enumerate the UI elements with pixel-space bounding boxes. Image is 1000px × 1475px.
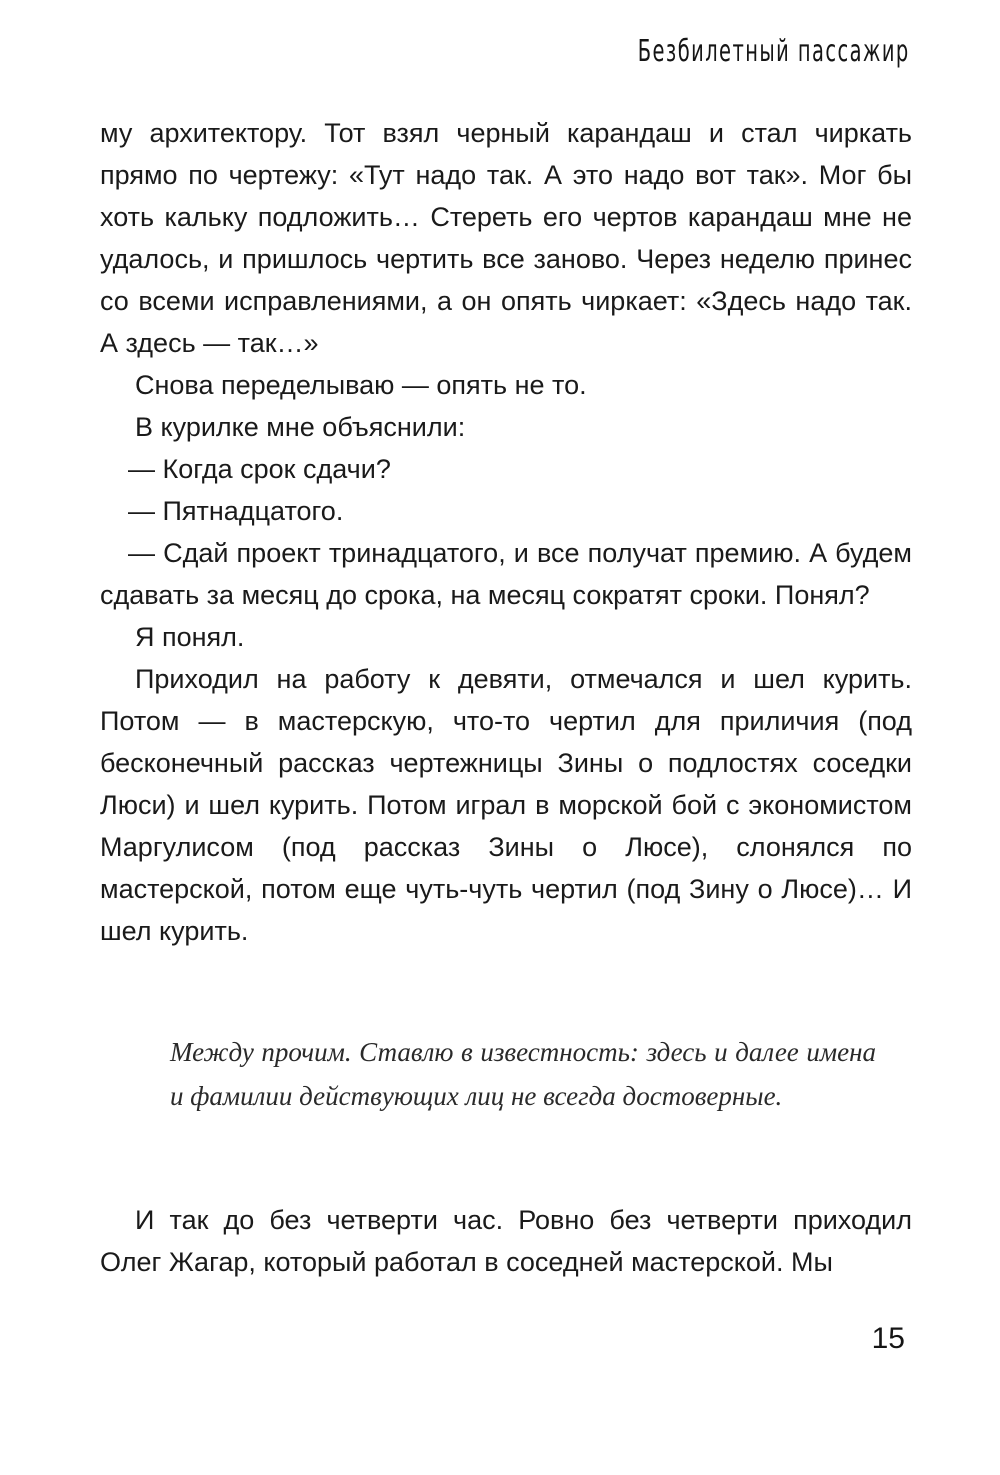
dialogue-line: — Пятнадцатого.	[128, 496, 344, 526]
dialogue-line: — Когда срок сдачи?	[128, 454, 391, 484]
page-number: 15	[871, 1322, 905, 1355]
paragraph: Приходил на работу к девяти, отмечался и шел курить. Потом — в мастерскую, что-то чертил для приличия (под бесконечный рассказ чертежницы Зины о подлостях соседки Люси) и шел курить. Потом играл в морской бой с экономистом Маргулисом (под рассказ Зины о Люсе), слонялся по мастерской, потом еще чуть-чуть чертил (под Зину о Люсе)… И шел курить.	[100, 664, 912, 946]
paragraph: В курилке мне объяснили:	[135, 412, 466, 442]
paragraph: Снова переделываю — опять не то.	[135, 370, 587, 400]
paragraph: Я понял.	[135, 622, 245, 652]
main-text	[100, 112, 912, 952]
paragraph-continued: му архитектору. Тот взял черный карандаш и стал чиркать прямо по чертежу: «Тут надо так. А это надо вот так». Мог бы хоть кальку подложить… Стереть его чертов карандаш мне не удалось, и пришлось чертить все заново. Через неделю принес со всеми исправлениями, а он опять чиркает: «Здесь надо так. А здесь — так…»	[100, 118, 912, 358]
paragraph-continues: И так до без четверти час. Ровно без четверти приходил Олег Жагар, который работал в соседней мастерской. Мы	[100, 1205, 912, 1277]
dialogue-line: — Сдай проект тринадцатого, и все получат премию. А будем сдавать за месяц до срока, на месяц сократят сроки. Понял?	[100, 538, 912, 610]
italic-note: Между прочим. Ставлю в известность: здесь и далее имена и фамилии действующих лиц не всегда достоверные.	[170, 1037, 876, 1111]
running-head: Безбилетный пассажир	[638, 34, 910, 69]
